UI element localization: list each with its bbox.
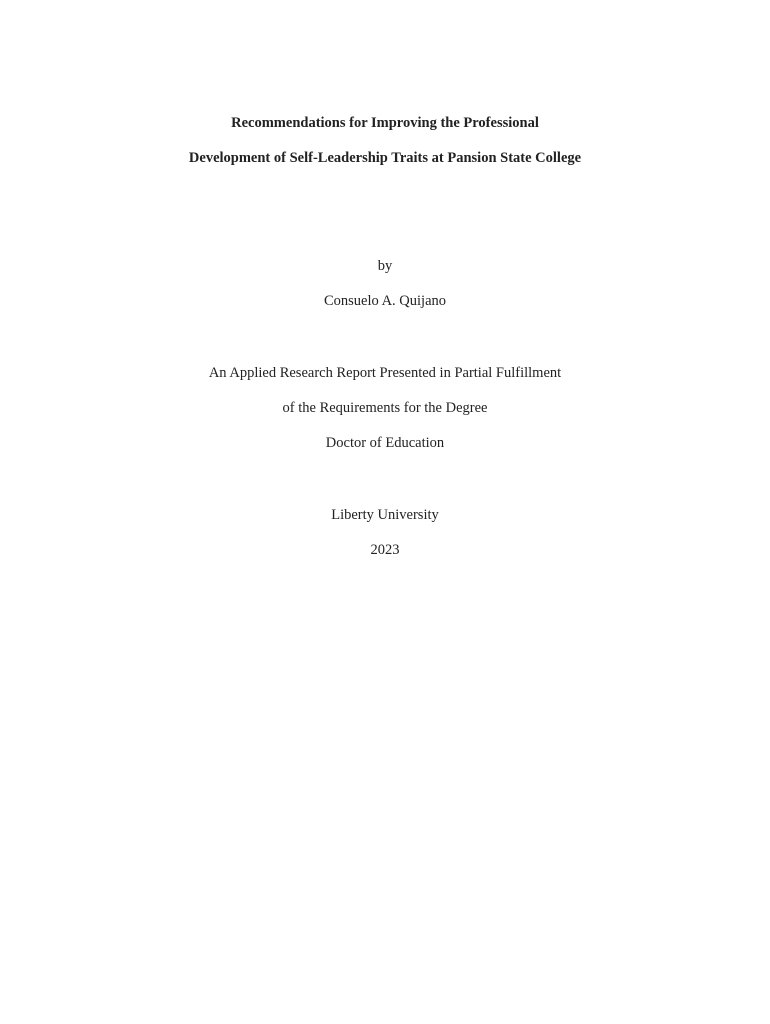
title-line-2: Development of Self-Leadership Traits at Pansion State College <box>188 150 582 166</box>
submission-line-2: of the Requirements for the Degree <box>282 400 488 416</box>
institution-name: Liberty University <box>331 507 439 523</box>
year: 2023 <box>370 542 400 558</box>
by-label: by <box>377 258 393 274</box>
degree-name: Doctor of Education <box>325 435 445 451</box>
title-line-1: Recommendations for Improving the Professional <box>231 115 539 131</box>
author-name: Consuelo A. Quijano <box>323 293 447 309</box>
submission-line-1: An Applied Research Report Presented in Partial Fulfillment <box>208 365 562 381</box>
